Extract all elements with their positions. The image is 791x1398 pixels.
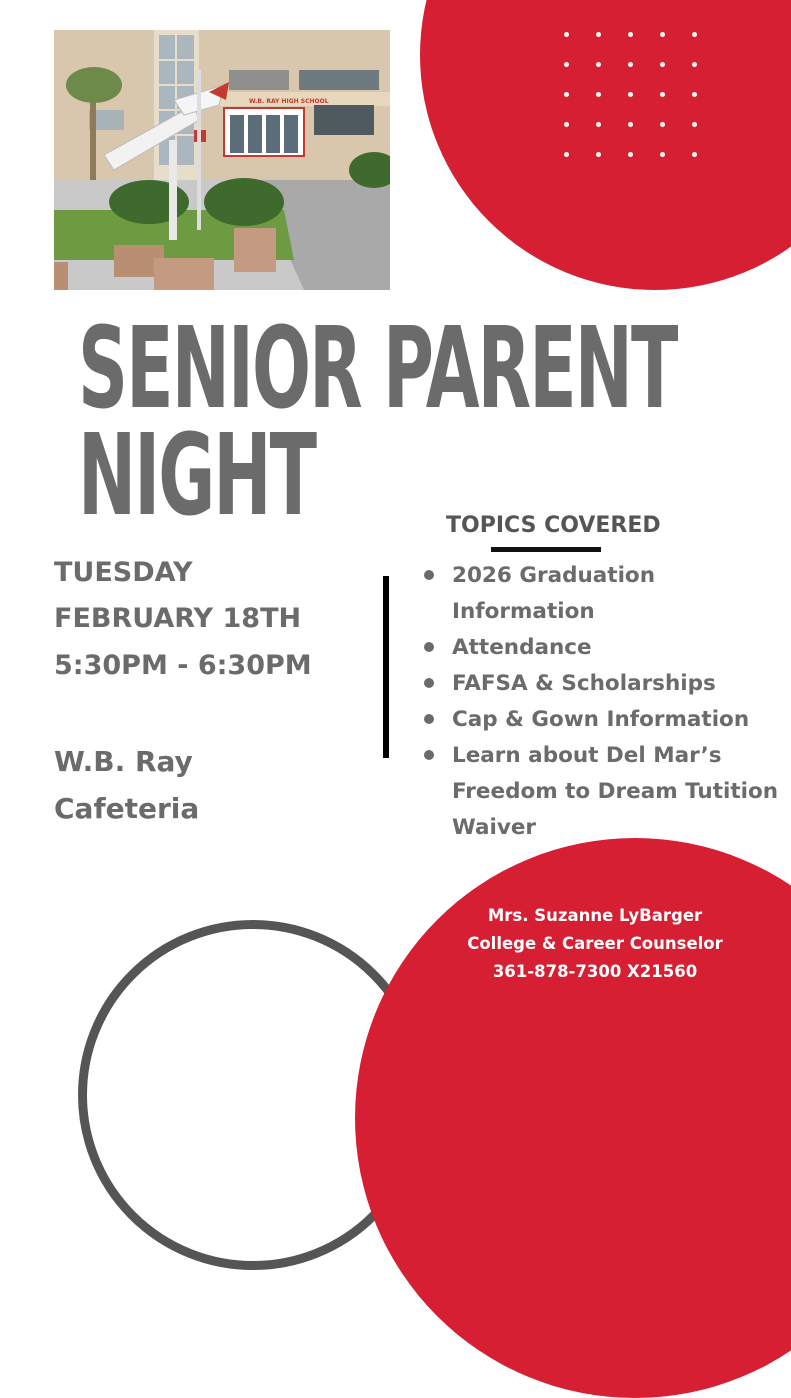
decorative-dot: [660, 32, 665, 37]
topic-item: [422, 558, 782, 630]
decorative-dot: [564, 92, 569, 97]
event-location-line-2: Cafeteria: [54, 792, 200, 825]
topic-item: [422, 702, 782, 738]
decorative-dot: [628, 62, 633, 67]
decorative-dot: [564, 122, 569, 127]
event-day: TUESDAY: [54, 557, 193, 588]
decorative-dot: [660, 92, 665, 97]
bullet-icon: [424, 570, 434, 580]
decorative-red-circle-top: [420, 0, 791, 290]
topic-text: FAFSA & Scholarships: [452, 671, 716, 696]
vertical-divider: [383, 576, 389, 758]
contact-name: Mrs. Suzanne LyBarger: [487, 906, 703, 925]
school-sign-text: W.B. RAY HIGH SCHOOL: [249, 98, 329, 105]
bullet-icon: [424, 714, 434, 724]
topic-item: [422, 630, 782, 666]
decorative-dot: [596, 32, 601, 37]
bullet-icon: [424, 678, 434, 688]
decorative-dot: [596, 92, 601, 97]
decorative-dot: [596, 152, 601, 157]
decorative-dot: [692, 122, 697, 127]
decorative-dot: [564, 62, 569, 67]
topic-text: Attendance: [452, 635, 592, 660]
topic-text: Learn about Del Mar’s Freedom to Dream Tutition Waiver: [452, 743, 779, 840]
decorative-dot: [692, 92, 697, 97]
school-building-photo: [54, 30, 390, 290]
event-date: FEBRUARY 18TH: [54, 603, 302, 634]
topic-text: 2026 Graduation Information: [452, 563, 656, 624]
decorative-dot: [628, 32, 633, 37]
decorative-dot: [628, 92, 633, 97]
decorative-dot: [692, 32, 697, 37]
decorative-dot: [628, 152, 633, 157]
contact-phone: 361-878-7300 X21560: [492, 962, 698, 981]
topics-list: [422, 558, 782, 846]
bullet-icon: [424, 642, 434, 652]
topics-heading: TOPICS COVERED: [446, 513, 661, 538]
decorative-dot: [692, 62, 697, 67]
decorative-dot: [564, 32, 569, 37]
topic-item: [422, 738, 782, 846]
decorative-dot: [660, 122, 665, 127]
decorative-dot: [628, 122, 633, 127]
decorative-dot: [596, 122, 601, 127]
title-line-2: NIGHT: [78, 411, 316, 541]
title-line-1: SENIOR PARENT: [78, 304, 677, 434]
decorative-dot: [660, 152, 665, 157]
decorative-dot: [692, 152, 697, 157]
decorative-dot: [596, 62, 601, 67]
event-time: 5:30PM - 6:30PM: [54, 650, 312, 681]
event-location-line-1: W.B. Ray: [54, 745, 193, 778]
decorative-dot: [564, 152, 569, 157]
topics-heading-underline: [491, 547, 601, 552]
topic-item: [422, 666, 782, 702]
decorative-dot: [660, 62, 665, 67]
bullet-icon: [424, 750, 434, 760]
topic-text: Cap & Gown Information: [452, 707, 750, 732]
contact-role: College & Career Counselor: [467, 934, 723, 953]
